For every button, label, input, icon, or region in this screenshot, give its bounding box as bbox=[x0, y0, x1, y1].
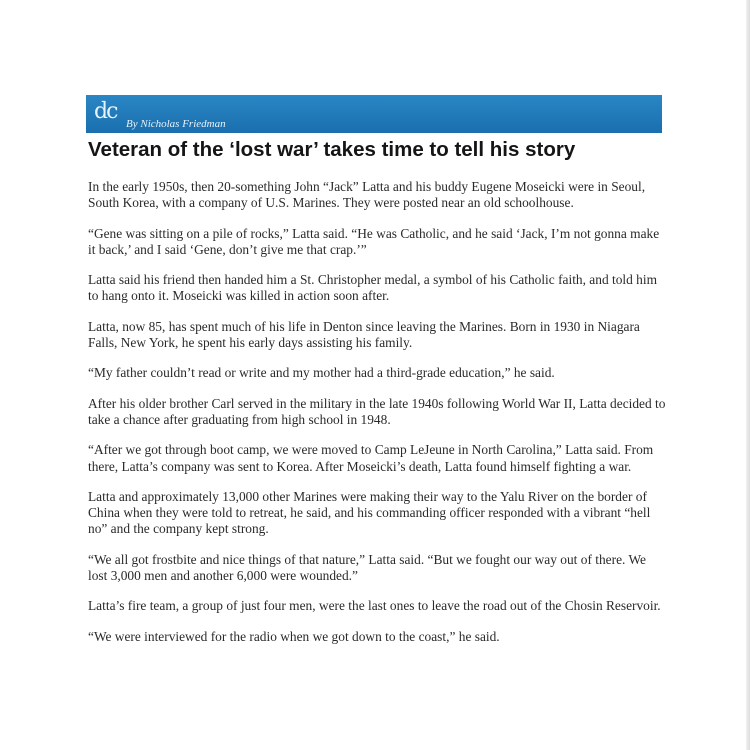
article-headline: Veteran of the ‘lost war’ takes time to tell his story bbox=[88, 138, 576, 161]
header-banner bbox=[86, 95, 662, 133]
paragraph: “My father couldn’t read or write and my mother had a third-grade education,” he said. bbox=[88, 365, 555, 381]
paragraph: “Gene was sitting on a pile of rocks,” Latta said. “He was Catholic, and he said ‘Jack, I’m not gonna make it back,’ and I said ‘Gene, don’t give me that crap.’” bbox=[88, 225, 660, 257]
publication-logo: dc bbox=[94, 99, 117, 124]
paragraph: “We all got frostbite and nice things of that nature,” Latta said. “But we fought our way out of there. We lost 3,000 men and another 6,000 were wounded.” bbox=[88, 551, 646, 584]
paragraph: After his older brother Carl served in the military in the late 1940s following World War II, Latta decided to take a chance after graduating from high school in 1948. bbox=[88, 395, 666, 427]
paragraph: Latta, now 85, has spent much of his life in Denton since leaving the Marines. Born in 1930 in Niagara Falls, New York, he spent his early days assisting his family. bbox=[88, 318, 640, 351]
paragraph: “We were interviewed for the radio when we got down to the coast,” he said. bbox=[88, 628, 500, 644]
paragraph: “After we got through boot camp, we were moved to Camp LeJeune in North Carolina,” Latta said. From there, Latta’s company was sent to Korea. After Moseicki’s death, Latta found himself fighting a war. bbox=[88, 442, 654, 474]
paragraph: Latta and approximately 13,000 other Marines were making their way to the Yalu River on the border of China when they were told to retreat, he said, and his commanding officer responded with a vibrant “hell no” and the company kept strong. bbox=[88, 488, 651, 537]
paragraph: In the early 1950s, then 20-something John “Jack” Latta and his buddy Eugene Moseicki were in Seoul, South Korea, with a company of U.S. Marines. They were posted near an old schoolhouse. bbox=[88, 179, 646, 211]
article-body bbox=[88, 179, 666, 659]
paragraph: Latta’s fire team, a group of just four men, were the last ones to leave the road out of the Chosin Reservoir. bbox=[88, 598, 661, 614]
byline: By Nicholas Friedman bbox=[126, 118, 226, 130]
paragraph: Latta said his friend then handed him a St. Christopher medal, a symbol of his Catholic faith, and told him to hang onto it. Moseicki was killed in action soon after. bbox=[88, 272, 657, 304]
page-edge-shadow bbox=[746, 0, 750, 750]
